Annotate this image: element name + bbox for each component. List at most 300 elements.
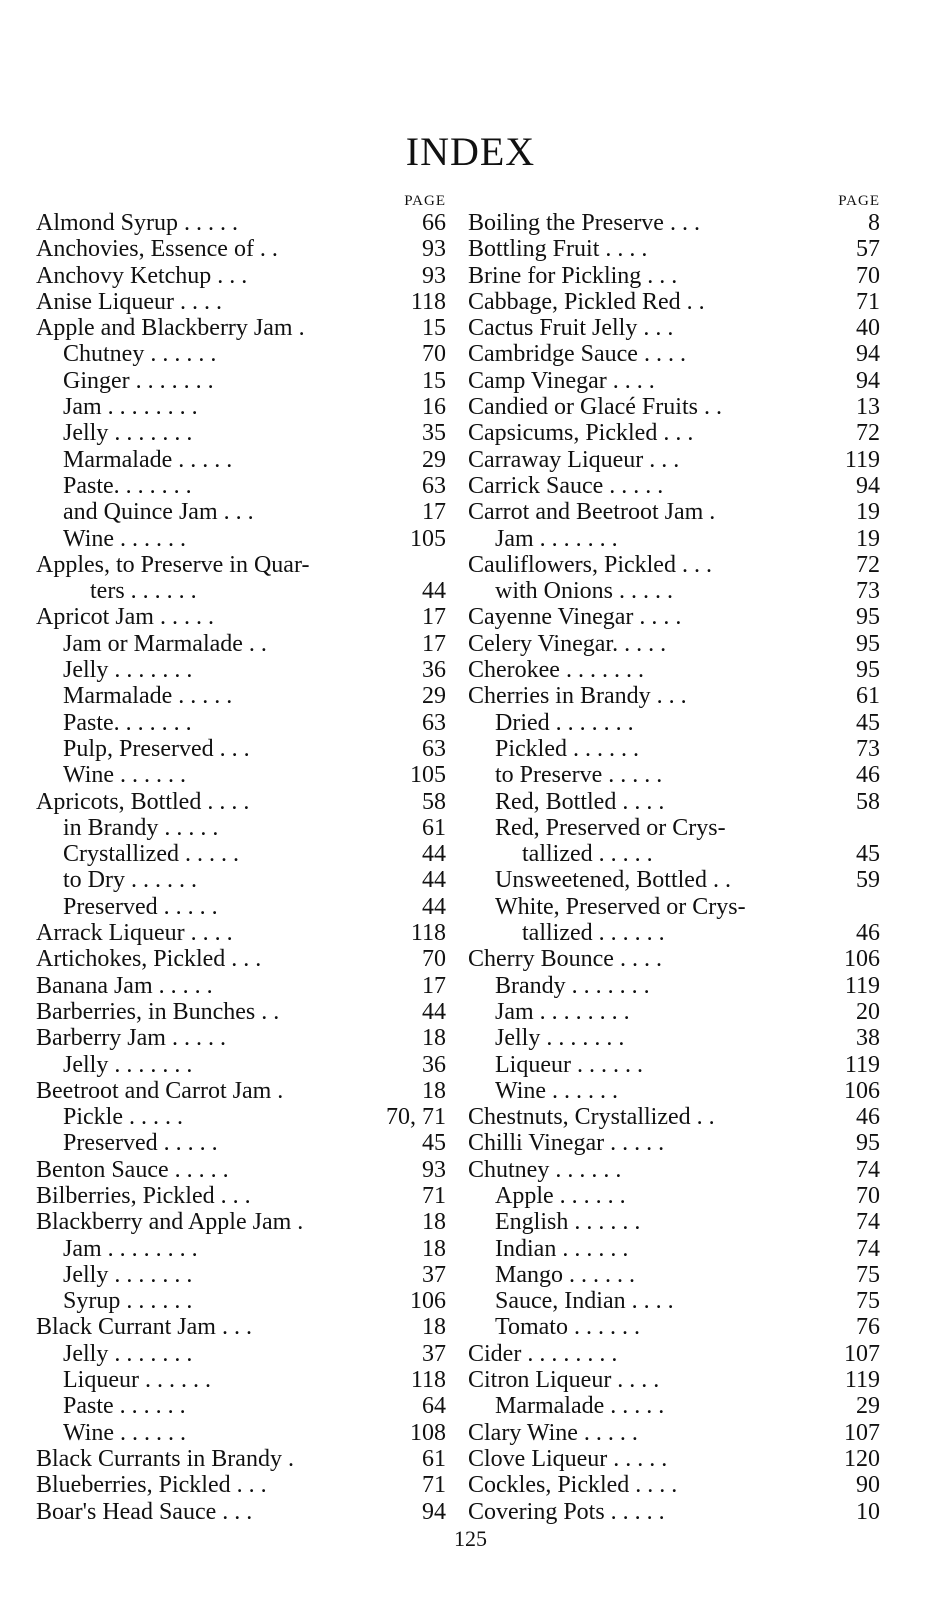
entry-page: 94 [856,367,880,394]
entry-text: in Brandy . . . . . [63,814,219,841]
entry-page: 76 [856,1314,880,1341]
index-entry [36,420,446,446]
entry-page: 118 [410,1367,446,1394]
entry-text: Boar's Head Sauce . . . [36,1498,253,1525]
index-entry [468,236,880,262]
index-entry [468,1052,880,1078]
index-entry [36,736,446,762]
entry-text: Pickled . . . . . . [495,735,639,762]
entry-page: 44 [422,998,446,1025]
index-entry [468,631,880,657]
entry-page: 118 [410,920,446,947]
entry-text: Black Currants in Brandy . [36,1445,294,1472]
index-entry [36,973,446,999]
index-entry [36,841,446,867]
entry-page: 57 [856,236,880,263]
entry-page: 13 [856,394,880,421]
index-entry [36,1472,446,1498]
entry-page: 106 [844,1077,880,1104]
index-entry [36,1236,446,1262]
entry-text: Pulp, Preserved . . . [63,735,250,762]
index-entry [36,1446,446,1472]
entry-text: Syrup . . . . . . [63,1288,193,1315]
entry-page: 59 [856,867,880,894]
entry-text: Black Currant Jam . . . [36,1314,252,1341]
index-column-right [468,192,880,1525]
index-entry [468,289,880,315]
entry-text: Anise Liqueur . . . . [36,288,222,315]
entry-page: 46 [856,1104,880,1131]
entry-text: to Preserve . . . . . [495,762,663,789]
entry-text: Bottling Fruit . . . . [468,236,648,263]
index-entry [468,736,880,762]
entry-text: Paste. . . . . . . [63,709,192,736]
entry-page: 119 [844,972,880,999]
entry-page: 17 [422,630,446,657]
entry-page: 17 [422,972,446,999]
entry-page: 37 [422,1340,446,1367]
index-entry [36,1367,446,1393]
entry-text: Blueberries, Pickled . . . [36,1472,267,1499]
entry-page: 75 [856,1288,880,1315]
entry-text: Cayenne Vinegar . . . . [468,604,682,631]
index-entry [468,683,880,709]
entry-text: Almond Syrup . . . . . [36,210,239,236]
index-entry [36,1341,446,1367]
entry-text: Cockles, Pickled . . . . [468,1472,678,1499]
entry-text: Clary Wine . . . . . [468,1419,638,1446]
entry-text: Apricot Jam . . . . . [36,604,214,631]
index-entries-left [36,210,446,1525]
index-entry [36,1262,446,1288]
entry-text: Sauce, Indian . . . . [495,1288,674,1315]
entry-page: 107 [844,1340,880,1367]
index-entry [468,1367,880,1393]
entry-text: Camp Vinegar . . . . [468,367,655,394]
entry-text: Artichokes, Pickled . . . [36,946,262,973]
entry-page: 71 [422,1182,446,1209]
entry-page: 95 [856,604,880,631]
entry-text: Cambridge Sauce . . . . [468,341,686,368]
entry-page: 105 [410,525,446,552]
entry-page: 17 [422,499,446,526]
entry-text: Cherry Bounce . . . . [468,946,662,973]
entry-text: Jelly . . . . . . . [63,657,193,684]
entry-page: 63 [422,709,446,736]
entry-text: Bilberries, Pickled . . . [36,1182,251,1209]
entry-page: 44 [422,893,446,920]
entry-page: 63 [422,472,446,499]
index-entry [468,999,880,1025]
index-entry [468,1472,880,1498]
entry-text: Blackberry and Apple Jam . [36,1209,304,1236]
index-entry [468,710,880,736]
entry-text: Jelly . . . . . . . [63,1261,193,1288]
entry-text: Cauliflowers, Pickled . . . [468,551,712,578]
entry-page: 46 [856,762,880,789]
index-entry [468,1393,880,1419]
index-entry [36,1288,446,1314]
index-entry [468,420,880,446]
entry-text: Jam . . . . . . . [495,525,618,552]
entry-text: Barberries, in Bunches . . [36,998,280,1025]
index-entry [36,263,446,289]
index-entry [36,920,446,946]
entry-page: 44 [422,867,446,894]
entry-text: Jam . . . . . . . . [63,1235,198,1262]
entry-text: Beetroot and Carrot Jam . [36,1077,284,1104]
entry-text: Brandy . . . . . . . [495,972,650,999]
entry-page: 95 [856,1130,880,1157]
index-entry [468,604,880,630]
index-entry [36,499,446,525]
index-entry [468,1078,880,1104]
index-entry [468,341,880,367]
index-entry [468,789,880,815]
entry-page: 44 [422,578,446,605]
entry-page: 37 [422,1261,446,1288]
entry-page: 61 [422,814,446,841]
entry-page: 64 [422,1393,446,1420]
entry-text: Pickle . . . . . [63,1104,183,1131]
index-entry [36,762,446,788]
index-column-left [36,192,446,1525]
entry-text: Preserved . . . . . [63,893,218,920]
index-entry [36,710,446,736]
index-entry [468,657,880,683]
entry-page: 70, 71 [386,1104,446,1131]
entry-page: 66 [422,210,446,236]
entry-text: Chilli Vinegar . . . . . [468,1130,665,1157]
index-entry [468,578,880,604]
entry-text: Apples, to Preserve in Quar- [36,551,310,578]
entry-page: 58 [422,788,446,815]
index-entry [468,473,880,499]
entry-page: 74 [856,1156,880,1183]
index-entry [468,1262,880,1288]
index-entry [36,1025,446,1051]
index-entry [468,1499,880,1525]
entry-page: 58 [856,788,880,815]
entry-page: 15 [422,315,446,342]
entry-page: 29 [422,683,446,710]
entry-text: to Dry . . . . . . [63,867,197,894]
entry-text: Preserved . . . . . [63,1130,218,1157]
index-entry [468,1104,880,1130]
index-entry [36,341,446,367]
index-entry [36,999,446,1025]
entry-page: 120 [844,1445,880,1472]
entry-text: Wine . . . . . . [63,1419,187,1446]
entry-page: 73 [856,578,880,605]
index-entry [36,473,446,499]
index-entries-right [468,210,880,1525]
index-entry [36,1130,446,1156]
entry-page: 71 [856,288,880,315]
entry-text: Anchovies, Essence of . . [36,236,278,263]
index-entry [36,210,446,236]
entry-page: 74 [856,1209,880,1236]
entry-page: 93 [422,236,446,263]
entry-page: 108 [410,1419,446,1446]
index-entry [36,1157,446,1183]
entry-page: 38 [856,1025,880,1052]
entry-text: Mango . . . . . . [495,1261,635,1288]
entry-text: Candied or Glacé Fruits . . [468,394,722,421]
page-column-header: PAGE [404,193,446,209]
entry-page: 119 [844,446,880,473]
entry-page: 20 [856,998,880,1025]
index-entry [36,894,446,920]
entry-text: Red, Bottled . . . . [495,788,665,815]
entry-text: Chestnuts, Crystallized . . [468,1104,715,1131]
index-entry [468,552,880,578]
entry-text: Liqueur . . . . . . [63,1367,211,1394]
index-entry [36,1499,446,1525]
entry-page: 94 [856,341,880,368]
entry-text: tallized . . . . . [522,841,653,868]
index-entry [468,762,880,788]
entry-page: 119 [844,1367,880,1394]
entry-text: Crystallized . . . . . [63,841,239,868]
entry-text: Ginger . . . . . . . [63,367,214,394]
entry-page: 73 [856,735,880,762]
entry-text: Liqueur . . . . . . [495,1051,643,1078]
entry-page: 70 [856,262,880,289]
entry-text: Paste. . . . . . . [63,472,192,499]
entry-text: tallized . . . . . . [522,920,665,947]
entry-text: Carrot and Beetroot Jam . [468,499,716,526]
entry-page: 16 [422,394,446,421]
entry-text: Benton Sauce . . . . . [36,1156,229,1183]
entry-text: Marmalade . . . . . [495,1393,665,1420]
entry-text: Banana Jam . . . . . [36,972,213,999]
index-entry [36,657,446,683]
entry-page: 45 [856,709,880,736]
index-entry [468,1236,880,1262]
entry-page: 95 [856,657,880,684]
entry-page: 44 [422,841,446,868]
entry-text: Jam . . . . . . . . [63,394,198,421]
index-entry [468,394,880,420]
index-entry [36,815,446,841]
entry-text: Wine . . . . . . [495,1077,619,1104]
entry-text: Clove Liqueur . . . . . [468,1445,668,1472]
entry-page: 90 [856,1472,880,1499]
index-entry [468,368,880,394]
index-entry [468,447,880,473]
entry-page: 45 [856,841,880,868]
entry-page: 17 [422,604,446,631]
entry-text: Apricots, Bottled . . . . [36,788,250,815]
entry-text: Apple and Blackberry Jam . [36,315,305,342]
entry-page: 94 [856,472,880,499]
index-entry [468,920,880,946]
index-entry [36,1209,446,1235]
index-entry [468,1209,880,1235]
index-entry [36,315,446,341]
entry-page: 95 [856,630,880,657]
entry-text: Cabbage, Pickled Red . . [468,288,705,315]
entry-page: 19 [856,525,880,552]
entry-text: Jelly . . . . . . . [63,1051,193,1078]
entry-page: 107 [844,1419,880,1446]
index-entry [468,1183,880,1209]
entry-page: 70 [422,946,446,973]
index-entry [36,604,446,630]
entry-text: Jam or Marmalade . . [63,630,267,657]
index-entry [36,1314,446,1340]
entry-text: Celery Vinegar. . . . . [468,630,667,657]
index-entry [468,1025,880,1051]
entry-page: 18 [422,1314,446,1341]
entry-text: Jam . . . . . . . . [495,998,630,1025]
index-entry [468,315,880,341]
entry-text: Jelly . . . . . . . [495,1025,625,1052]
entry-text: Arrack Liqueur . . . . [36,920,233,947]
index-entry [36,578,446,604]
entry-text: with Onions . . . . . [495,578,674,605]
index-entry [36,289,446,315]
entry-text: Wine . . . . . . [63,762,187,789]
page-title: INDEX [405,129,536,174]
entry-page: 63 [422,735,446,762]
entry-text: Cider . . . . . . . . [468,1340,618,1367]
index-entry [468,526,880,552]
entry-text: Boiling the Preserve . . . [468,210,700,236]
index-entry [36,946,446,972]
entry-text: Indian . . . . . . [495,1235,629,1262]
index-entry [36,368,446,394]
entry-text: English . . . . . . [495,1209,641,1236]
index-entry [468,1341,880,1367]
entry-page: 72 [856,551,880,578]
entry-page: 15 [422,367,446,394]
entry-page: 10 [856,1498,880,1525]
index-entry [36,447,446,473]
index-entry [468,1288,880,1314]
page-number: 125 [454,1526,487,1551]
index-entry [36,236,446,262]
entry-page: 106 [410,1288,446,1315]
entry-text: Dried . . . . . . . [495,709,634,736]
entry-text: Chutney . . . . . . [63,341,217,368]
index-entry [36,1104,446,1130]
entry-text: Citron Liqueur . . . . [468,1367,660,1394]
index-entry [36,394,446,420]
index-entry [468,841,880,867]
entry-page: 105 [410,762,446,789]
index-entry [36,552,446,578]
entry-page: 118 [410,288,446,315]
index-entry [468,894,880,920]
entry-text: and Quince Jam . . . [63,499,254,526]
index-entry [468,1420,880,1446]
entry-text: Chutney . . . . . . [468,1156,622,1183]
index-entry [36,526,446,552]
entry-page: 74 [856,1235,880,1262]
entry-text: Capsicums, Pickled . . . [468,420,694,447]
entry-page: 119 [844,1051,880,1078]
index-entry [468,1130,880,1156]
entry-page: 72 [856,420,880,447]
index-entry [468,499,880,525]
entry-text: Apple . . . . . . [495,1182,626,1209]
entry-page: 36 [422,657,446,684]
page-column-header: PAGE [838,193,880,209]
index-entry [468,867,880,893]
entry-text: Marmalade . . . . . [63,683,233,710]
index-entry [36,1393,446,1419]
entry-text: Paste . . . . . . [63,1393,186,1420]
entry-page: 45 [422,1130,446,1157]
index-entry [468,1157,880,1183]
index-entry [36,1052,446,1078]
entry-page: 19 [856,499,880,526]
entry-page: 94 [422,1498,446,1525]
entry-text: ters . . . . . . [90,578,197,605]
entry-text: Carraway Liqueur . . . [468,446,680,473]
entry-text: Tomato . . . . . . [495,1314,640,1341]
entry-text: Barberry Jam . . . . . [36,1025,226,1052]
index-entry [468,263,880,289]
index-entry [36,867,446,893]
entry-text: Wine . . . . . . [63,525,187,552]
index-entry [468,973,880,999]
entry-page: 29 [422,446,446,473]
entry-text: Jelly . . . . . . . [63,420,193,447]
entry-page: 61 [856,683,880,710]
entry-page: 93 [422,262,446,289]
entry-page: 18 [422,1209,446,1236]
entry-page: 106 [844,946,880,973]
index-entry [36,789,446,815]
entry-text: Jelly . . . . . . . [63,1340,193,1367]
entry-page: 61 [422,1445,446,1472]
index-entry [36,1183,446,1209]
entry-page: 18 [422,1025,446,1052]
entry-text: Cactus Fruit Jelly . . . [468,315,674,342]
entry-page: 46 [856,920,880,947]
entry-text: Anchovy Ketchup . . . [36,262,248,289]
entry-page: 35 [422,420,446,447]
entry-text: Unsweetened, Bottled . . [495,867,731,894]
entry-page: 29 [856,1393,880,1420]
entry-page: 18 [422,1077,446,1104]
index-entry [468,946,880,972]
entry-page: 36 [422,1051,446,1078]
entry-text: White, Preserved or Crys- [495,893,746,920]
entry-text: Covering Pots . . . . . [468,1498,665,1525]
entry-page: 71 [422,1472,446,1499]
index-entry [468,210,880,236]
entry-text: Marmalade . . . . . [63,446,233,473]
index-entry [36,1420,446,1446]
entry-page: 70 [856,1182,880,1209]
entry-page: 93 [422,1156,446,1183]
entry-page: 8 [868,210,880,236]
entry-text: Carrick Sauce . . . . . [468,472,664,499]
entry-page: 70 [422,341,446,368]
entry-text: Brine for Pickling . . . [468,262,678,289]
entry-text: Cherokee . . . . . . . [468,657,644,684]
index-entry [36,631,446,657]
index-entry [468,815,880,841]
index-entry [36,1078,446,1104]
entry-page: 40 [856,315,880,342]
entry-page: 18 [422,1235,446,1262]
entry-text: Red, Preserved or Crys- [495,814,726,841]
